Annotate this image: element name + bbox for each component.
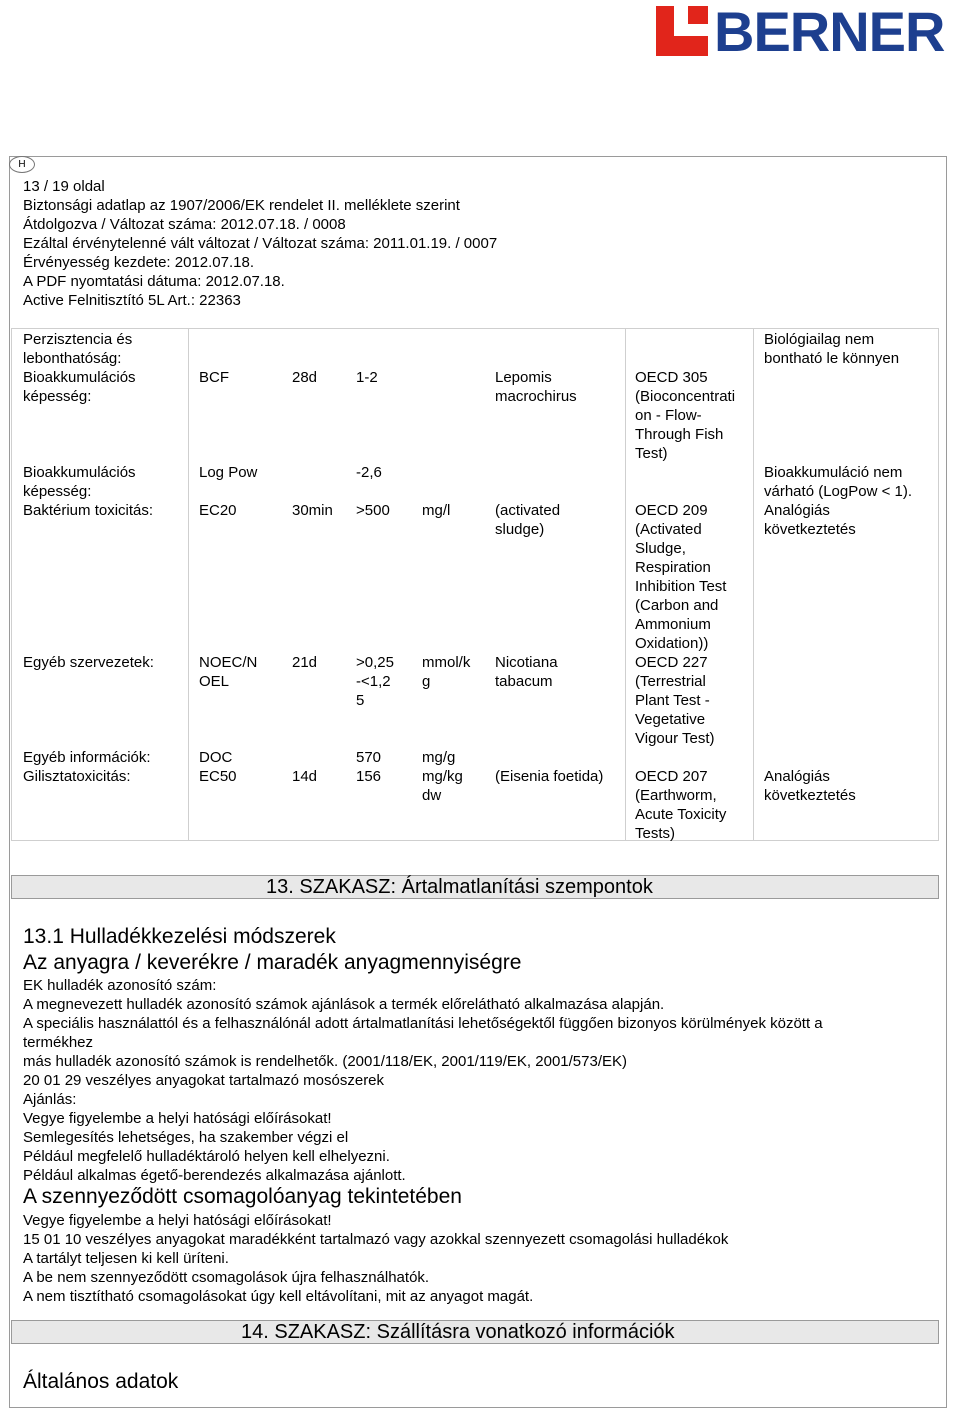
table-row-label: Bioakkumulációs képesség: bbox=[23, 464, 136, 500]
ecotoxicity-table bbox=[11, 328, 939, 841]
header-line: Érvényesség kezdete: 2012.07.18. bbox=[23, 254, 254, 271]
subsection-title: A szennyeződött csomagolóanyag tekintetében bbox=[23, 1185, 462, 1208]
table-remark: Biológiailag nem bontható le könnyen bbox=[764, 331, 900, 367]
table-value: 570 bbox=[356, 749, 382, 766]
table-method: OECD 209 (Activated Sludge, Respiration Inhibition Test (Carbon and Ammonium Oxidation)) bbox=[635, 502, 727, 652]
product-line: Active Felnitisztító 5L Art.: 22363 bbox=[23, 292, 241, 309]
table-value: 1-2 bbox=[356, 369, 378, 386]
table-row-label: Bioakkumulációs képesség: bbox=[23, 369, 136, 405]
table-row-label: Baktérium toxicitás: bbox=[23, 502, 154, 519]
header-line: Ezáltal érvénytelenné vált változat / Változat száma: 2011.01.19. / 0007 bbox=[23, 235, 498, 252]
section-title: 14. SZAKASZ: Szállításra vonatkozó információk bbox=[241, 1321, 675, 1343]
berner-logo bbox=[656, 0, 958, 63]
subsection-title: 13.1 Hulladékkezelési módszerek bbox=[23, 925, 336, 948]
page-number: 13 / 19 oldal bbox=[23, 178, 105, 195]
table-method: OECD 207 (Earthworm, Acute Toxicity Tests) bbox=[635, 768, 727, 842]
table-row-label: Gilisztatoxicitás: bbox=[23, 768, 131, 785]
subsection-title: Általános adatok bbox=[23, 1370, 179, 1393]
header-line: A PDF nyomtatási dátuma: 2012.07.18. bbox=[23, 273, 285, 290]
table-value: >500 bbox=[356, 502, 390, 519]
logo-mark-icon bbox=[656, 6, 708, 56]
table-remark: Bioakkumuláció nem várható (LogPow < 1). bbox=[764, 464, 913, 500]
header-line: Átdolgozva / Változat száma: 2012.07.18. / 0008 bbox=[23, 216, 346, 233]
table-method: OECD 227 (Terrestrial Plant Test - Vegetative Vigour Test) bbox=[635, 654, 715, 747]
table-species: Lepomis macrochirus bbox=[495, 369, 577, 405]
table-unit: mg/kg dw bbox=[422, 768, 463, 804]
logo-text: BERNER bbox=[714, 0, 945, 63]
table-species: (Eisenia foetida) bbox=[495, 768, 604, 785]
table-unit: mmol/k g bbox=[422, 654, 471, 690]
table-time: 21d bbox=[292, 654, 318, 671]
table-type: Log Pow bbox=[199, 464, 258, 481]
subsection-title: Az anyagra / keverékre / maradék anyagmennyiségre bbox=[23, 951, 522, 974]
table-unit: mg/l bbox=[422, 502, 451, 519]
table-time: 14d bbox=[292, 768, 318, 785]
section-13-header bbox=[11, 875, 939, 899]
section-14-header bbox=[11, 1320, 939, 1344]
packaging-text: Vegye figyelembe a helyi hatósági előírásokat! 15 01 10 veszélyes anyagokat maradékként tartalmazó vagy azokkal szennyezett csomagolási hulladékok A tartályt teljesen ki kell üríteni. A be nem szennyeződött csomagolások újra felhasználhatók. A nem tisztítható csomagolásokat úgy kell eltávolítani, mit az anyagot magát. bbox=[23, 1212, 729, 1305]
table-time: 28d bbox=[292, 369, 318, 386]
table-type: EC50 bbox=[199, 768, 237, 785]
table-type: DOC bbox=[199, 749, 233, 766]
table-remark: Analógiás következtetés bbox=[764, 768, 856, 804]
table-value: >0,25 -<1,2 5 bbox=[356, 654, 394, 709]
table-type: NOEC/N OEL bbox=[199, 654, 258, 690]
table-row-label: Egyéb szervezetek: bbox=[23, 654, 154, 671]
table-row-label: Egyéb információk: bbox=[23, 749, 151, 766]
table-remark: Analógiás következtetés bbox=[764, 502, 856, 538]
table-species: (activated sludge) bbox=[495, 502, 561, 538]
table-type: BCF bbox=[199, 369, 229, 386]
table-value: 156 bbox=[356, 768, 382, 785]
table-method: OECD 305 (Bioconcentrati on - Flow- Through Fish Test) bbox=[635, 369, 736, 462]
header-line: Biztonsági adatlap az 1907/2006/EK rendelet II. melléklete szerint bbox=[23, 197, 460, 214]
table-time: 30min bbox=[292, 502, 333, 519]
table-type: EC20 bbox=[199, 502, 237, 519]
table-row-label: Perzisztencia és lebonthatóság: bbox=[23, 331, 133, 367]
disposal-text: EK hulladék azonosító szám: A megnevezett hulladék azonosító számok ajánlások a termék előrelátható alkalmazása alapján. A speciális használattól és a felhasználónál adott ártalmatlanítási lehetőségektől függően bizonyos körülmények között a termékhez más hulladék azonosító számok is rendelhetők. (2001/118/EK, 2001/119/EK, 2001/573/EK) 20 01 29 veszélyes anyagokat tartalmazó mosószerek Ajánlás: Vegye figyelembe a helyi hatósági előírásokat! Semlegesítés lehetséges, ha szakember végzi el Például megfelelő hulladéktároló helyen kell elhelyezni. Például alkalmas égető-berendezés alkalmazása ajánlott. bbox=[23, 977, 823, 1184]
language-badge: H bbox=[9, 156, 35, 173]
document-header bbox=[23, 177, 497, 310]
section-title: 13. SZAKASZ: Ártalmatlanítási szempontok bbox=[266, 876, 653, 898]
table-unit: mg/g bbox=[422, 749, 456, 766]
table-value: -2,6 bbox=[356, 464, 382, 481]
table-species: Nicotiana tabacum bbox=[495, 654, 558, 690]
